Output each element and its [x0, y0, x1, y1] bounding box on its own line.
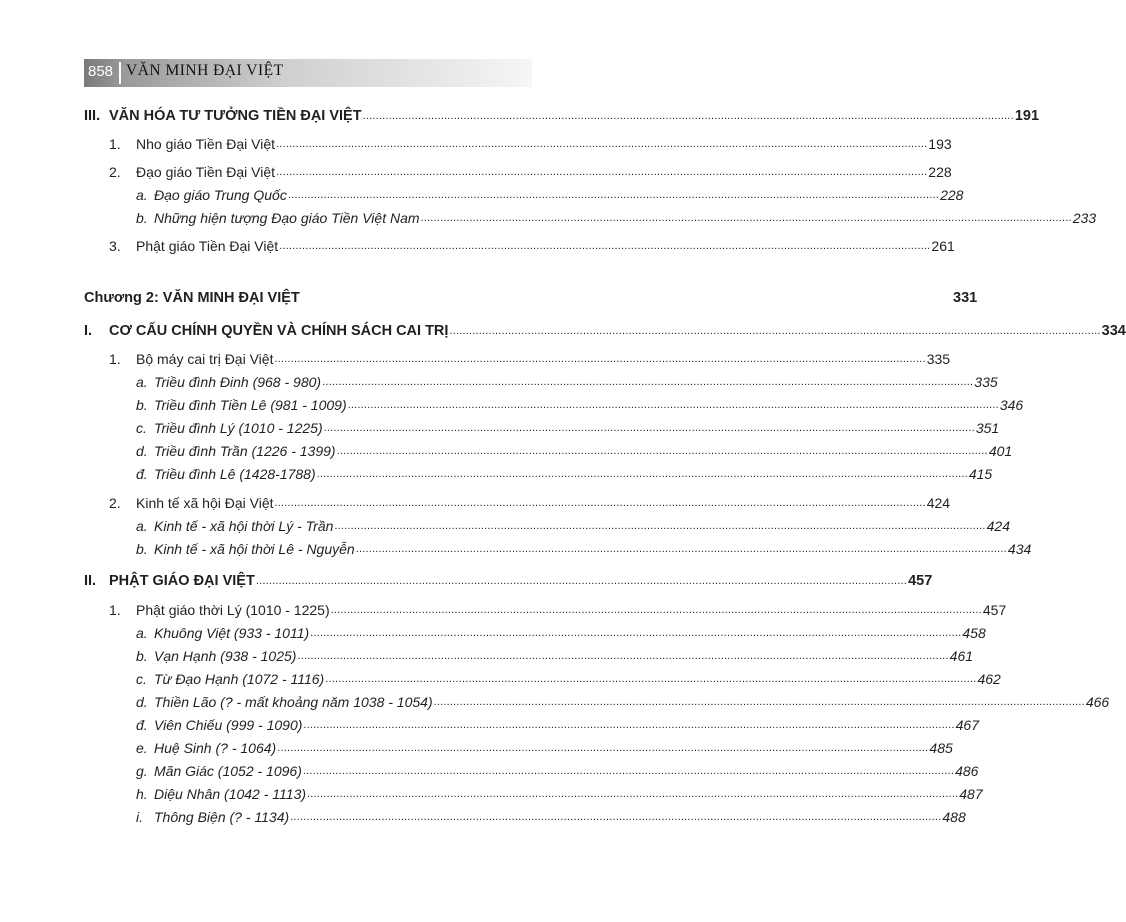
toc-entry-number: I. — [84, 323, 93, 339]
toc-entry-line — [154, 784, 983, 804]
toc-entry-label: Khuông Việt (933 - 1011) — [154, 625, 310, 641]
dot-leader: ........................................................................................................................................................................................................ — [433, 696, 1085, 708]
toc-entry-page: 233 — [1072, 210, 1097, 226]
toc-entry[interactable] — [109, 600, 1007, 620]
toc-entry-number: c. — [136, 420, 147, 436]
toc-entry-label: Đạo giáo Tiền Đại Việt — [136, 164, 276, 180]
toc-entry-line — [154, 807, 966, 827]
dot-leader: ........................................................................................................................................................................................................ — [316, 468, 968, 480]
toc-entry[interactable] — [136, 395, 1024, 415]
toc-entry-number: II. — [84, 573, 97, 589]
toc-entry[interactable] — [84, 106, 1040, 126]
toc-entry[interactable] — [136, 784, 983, 804]
toc-entry-line — [154, 441, 1013, 461]
toc-entry-page: 193 — [928, 136, 952, 152]
toc-entry-line — [154, 623, 986, 643]
toc-entry-number: 2. — [109, 495, 121, 511]
dot-leader: ........................................................................................................................................................................................................ — [310, 627, 962, 639]
toc-entry-number: 3. — [109, 238, 121, 254]
toc-entry-label: PHẬT GIÁO ĐẠI VIỆT — [109, 573, 255, 589]
toc-entry-label: VĂN HÓA TƯ TƯỞNG TIỀN ĐẠI VIỆT — [109, 108, 362, 124]
toc-entry[interactable] — [136, 464, 993, 484]
toc-entry-line — [154, 539, 1032, 559]
toc-entry-page: 261 — [931, 238, 955, 254]
toc-entry[interactable] — [136, 715, 979, 735]
dot-leader: ........................................................................................................................................................................................................ — [277, 742, 929, 754]
toc-entry-page: 466 — [1085, 694, 1110, 710]
toc-entry-label: Kinh tế xã hội Đại Việt — [136, 495, 274, 511]
toc-entry[interactable] — [136, 646, 974, 666]
toc-entry[interactable] — [109, 236, 955, 256]
dot-leader: ........................................................................................................................................................................................................ — [279, 240, 931, 252]
toc-entry[interactable] — [136, 418, 1000, 438]
dot-leader: ........................................................................................................................................................................................................ — [449, 325, 1101, 337]
toc-entry[interactable] — [136, 761, 979, 781]
toc-entry-page: 467 — [955, 717, 979, 733]
toc-entry-label: Bộ máy cai trị Đại Việt — [136, 351, 274, 367]
book-title: VĂN MINH ĐẠI VIỆT — [126, 62, 284, 79]
toc-entry-label: Chương 2: VĂN MINH ĐẠI VIỆT — [84, 290, 300, 306]
toc-entry-number: b. — [136, 648, 148, 664]
toc-entry-label: Mãn Giác (1052 - 1096) — [154, 763, 302, 779]
toc-entry-number: a. — [136, 625, 148, 641]
dot-leader: ........................................................................................................................................................................................................ — [420, 212, 1072, 224]
toc-entry-line — [136, 600, 1007, 620]
dot-leader: ........................................................................................................................................................................................................ — [274, 497, 926, 509]
dot-leader: ........................................................................................................................................................................................................ — [334, 520, 986, 532]
toc-entry-label: Triều đình Lý (1010 - 1225) — [154, 420, 323, 436]
toc-entry-number: g. — [136, 763, 148, 779]
toc-entry-number: 1. — [109, 602, 121, 618]
dot-leader: ........................................................................................................................................................................................................ — [336, 445, 988, 457]
toc-entry-number: đ. — [136, 466, 148, 482]
toc-entry-line — [84, 288, 978, 308]
toc-entry-page: 485 — [929, 740, 953, 756]
toc-entry[interactable] — [136, 372, 998, 392]
running-header — [84, 59, 532, 89]
toc-entry-page: 424 — [926, 495, 951, 511]
dot-leader: ........................................................................................................................................................................................................ — [330, 604, 982, 616]
toc-entry-line — [154, 669, 1001, 689]
dot-leader: ........................................................................................................................................................................................................ — [276, 138, 928, 150]
toc-entry-number: b. — [136, 397, 148, 413]
toc-entry-number: b. — [136, 541, 148, 557]
toc-entry-line — [154, 646, 974, 666]
toc-entry-line — [136, 493, 951, 513]
toc-entry-page: 415 — [968, 466, 993, 482]
toc-entry-number: 1. — [109, 351, 121, 367]
dot-leader: ........................................................................................................................................................................................................ — [325, 673, 977, 685]
toc-entry-number: i. — [136, 809, 143, 825]
toc-entry-line — [136, 162, 952, 182]
toc-entry-label: Từ Đạo Hạnh (1072 - 1116) — [154, 671, 325, 687]
toc-entry-label: Triều đình Trần (1226 - 1399) — [154, 443, 336, 459]
toc-entry-number: a. — [136, 187, 148, 203]
toc-entry[interactable] — [84, 288, 978, 308]
toc-entry-line — [154, 761, 979, 781]
toc-entry[interactable] — [109, 349, 951, 369]
dot-leader: ........................................................................................................................................................................................................ — [355, 543, 1007, 555]
toc-entry[interactable] — [136, 441, 1013, 461]
page-number: 858 — [88, 63, 114, 80]
toc-entry-number: d. — [136, 694, 148, 710]
toc-entry-page: 335 — [974, 374, 998, 390]
toc-entry-page: 228 — [928, 164, 952, 180]
toc-entry[interactable] — [84, 571, 933, 591]
toc-entry-page: 334 — [1101, 323, 1126, 339]
toc-entry-label: Nho giáo Tiền Đại Việt — [136, 136, 276, 152]
toc-entry-page: 351 — [975, 420, 1000, 436]
toc-entry-line — [154, 516, 1010, 536]
toc-entry-page: 457 — [908, 573, 933, 589]
toc-entry-label: Thông Biện (? - 1134) — [154, 809, 290, 825]
toc-entry-line — [136, 236, 955, 256]
dot-leader: ........................................................................................................................................................................................................ — [255, 575, 908, 587]
toc-entry-number: d. — [136, 443, 148, 459]
toc-entry-line — [154, 738, 953, 758]
toc-entry-number: III. — [84, 108, 101, 124]
toc-entry[interactable] — [136, 623, 986, 643]
toc-entry[interactable] — [136, 516, 1010, 536]
toc-entry-number: đ. — [136, 717, 148, 733]
dot-leader: ........................................................................................................................................................................................................ — [290, 811, 942, 823]
toc-entry-number: a. — [136, 518, 148, 534]
toc-entry-label: Triều đình Lê (1428-1788) — [154, 466, 316, 482]
toc-entry[interactable] — [136, 185, 964, 205]
toc-entry-number: h. — [136, 786, 148, 802]
toc-entry[interactable] — [136, 539, 1032, 559]
toc-entry-number: 2. — [109, 164, 121, 180]
toc-entry-label: CƠ CẤU CHÍNH QUYỀN VÀ CHÍNH SÁCH CAI TRỊ — [109, 323, 449, 339]
toc-entry-label: Diệu Nhân (1042 - 1113) — [154, 786, 307, 802]
toc-entry-line — [154, 692, 1110, 712]
toc-entry-line — [154, 185, 964, 205]
toc-entry-label: Kinh tế - xã hội thời Lý - Trần — [154, 518, 334, 534]
toc-entry-line — [109, 321, 1126, 341]
toc-entry-page: 228 — [940, 187, 964, 203]
dot-leader: ........................................................................................................................................................................................................ — [307, 788, 959, 800]
toc-entry-page: 488 — [942, 809, 966, 825]
toc-entry-label: Viên Chiếu (999 - 1090) — [154, 717, 303, 733]
dot-leader: ........................................................................................................................................................................................................ — [303, 719, 955, 731]
toc-entry-page: 487 — [959, 786, 983, 802]
toc-entry-line — [154, 395, 1024, 415]
toc-entry[interactable] — [109, 162, 952, 182]
toc-entry-page: 335 — [926, 351, 951, 367]
toc-entry-label: Phật giáo Tiền Đại Việt — [136, 238, 279, 254]
dot-leader: ........................................................................................................................................................................................................ — [274, 353, 926, 365]
toc-entry[interactable] — [136, 807, 966, 827]
dot-leader: ........................................................................................................................................................................................................ — [287, 189, 940, 201]
toc-entry-label: Vạn Hạnh (938 - 1025) — [154, 648, 297, 664]
toc-entry[interactable] — [109, 493, 951, 513]
toc-entry-line — [136, 349, 951, 369]
toc-entry[interactable] — [109, 134, 952, 154]
toc-entry-label: Huệ Sinh (? - 1064) — [154, 740, 277, 756]
toc-entry-line — [136, 134, 952, 154]
dot-leader: ........................................................................................................................................................................................................ — [362, 110, 1014, 122]
toc-entry-label: Kinh tế - xã hội thời Lê - Nguyễn — [154, 541, 355, 557]
toc-entry-number: a. — [136, 374, 148, 390]
toc-entry[interactable] — [136, 692, 1110, 712]
dot-leader: ........................................................................................................................................................................................................ — [323, 422, 975, 434]
dot-leader: ........................................................................................................................................................................................................ — [347, 399, 999, 411]
header-divider — [119, 62, 121, 84]
toc-entry-line — [154, 418, 1000, 438]
toc-entry-line — [109, 571, 933, 591]
toc-entry-label: Những hiện tượng Đạo giáo Tiền Việt Nam — [154, 210, 420, 226]
toc-entry[interactable] — [136, 738, 953, 758]
toc-entry-page: 461 — [949, 648, 974, 664]
toc-entry[interactable] — [136, 208, 1097, 228]
toc-entry-page: 346 — [999, 397, 1024, 413]
toc-entry-label: Triều đình Tiền Lê (981 - 1009) — [154, 397, 347, 413]
toc-entry-number: e. — [136, 740, 148, 756]
toc-entry-page: 191 — [1014, 108, 1040, 124]
toc-entry-line — [109, 106, 1040, 126]
toc-entry-number: b. — [136, 210, 148, 226]
toc-entry-page: 424 — [986, 518, 1010, 534]
toc-entry-line — [154, 715, 979, 735]
toc-entry-label: Phật giáo thời Lý (1010 - 1225) — [136, 602, 330, 618]
toc-entry-page: 331 — [953, 290, 978, 306]
toc-entry-line — [154, 372, 998, 392]
toc-entry[interactable] — [136, 669, 1001, 689]
toc-entry-number: 1. — [109, 136, 121, 152]
toc-entry-line — [154, 464, 993, 484]
dot-leader: ........................................................................................................................................................................................................ — [297, 650, 949, 662]
toc-entry-page: 457 — [982, 602, 1007, 618]
toc-entry-page: 458 — [962, 625, 986, 641]
toc-entry-page: 462 — [977, 671, 1001, 687]
toc-entry-page: 486 — [955, 763, 979, 779]
toc-entry-page: 434 — [1007, 541, 1032, 557]
dot-leader: ........................................................................................................................................................................................................ — [302, 765, 955, 777]
toc-entry-line — [154, 208, 1097, 228]
toc-entry[interactable] — [84, 321, 1126, 341]
toc-entry-page: 401 — [988, 443, 1013, 459]
dot-leader: ........................................................................................................................................................................................................ — [322, 376, 974, 388]
toc-entry-label: Triều đình Đinh (968 - 980) — [154, 374, 322, 390]
toc-entry-label: Thiền Lão (? - mất khoảng năm 1038 - 1054) — [154, 694, 433, 710]
toc-entry-number: c. — [136, 671, 147, 687]
toc-entry-label: Đạo giáo Trung Quốc — [154, 187, 287, 203]
dot-leader: ........................................................................................................................................................................................................ — [276, 166, 928, 178]
